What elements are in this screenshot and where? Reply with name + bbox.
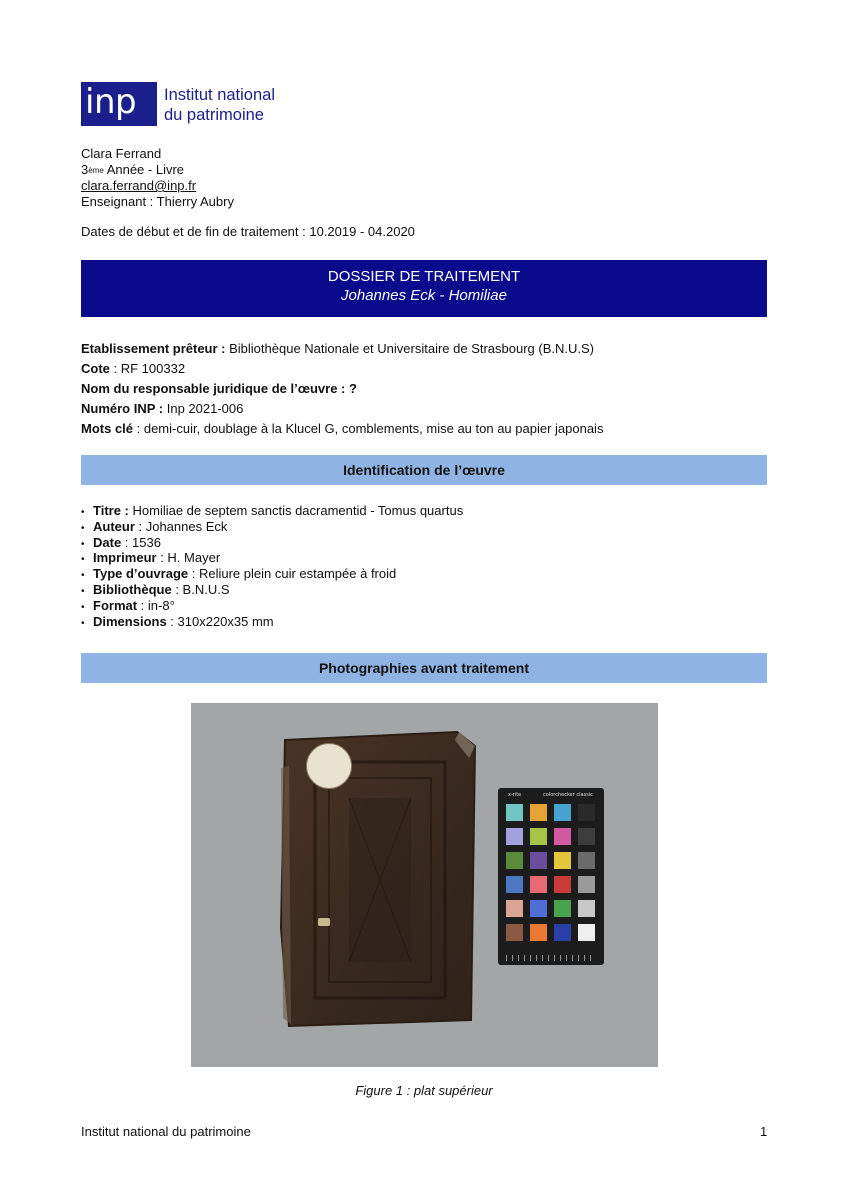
color-swatch xyxy=(530,876,547,893)
color-swatch xyxy=(530,900,547,917)
book-photograph xyxy=(191,703,658,1067)
color-swatch xyxy=(554,828,571,845)
color-swatch xyxy=(530,804,547,821)
document-title: DOSSIER DE TRAITEMENT xyxy=(327,268,521,285)
footer-institution: Institut national du patrimoine xyxy=(81,1124,251,1139)
item-label: Type d’ouvrage xyxy=(93,566,189,582)
item-label: Titre : xyxy=(93,503,129,518)
list-item xyxy=(81,582,463,598)
meta-label: Cote xyxy=(81,361,110,376)
color-swatch xyxy=(554,876,571,893)
list-item xyxy=(81,550,463,566)
color-swatch xyxy=(506,852,523,869)
item-label: Date xyxy=(93,534,122,550)
color-swatch xyxy=(530,924,547,941)
section-photos: Photographies avant traitement xyxy=(81,653,767,683)
item-label: Bibliothèque xyxy=(93,581,172,597)
card-brand-2: colorchecker classic xyxy=(543,792,593,798)
logo-name xyxy=(164,85,275,125)
color-swatch xyxy=(530,828,547,845)
color-swatch xyxy=(554,900,571,917)
color-swatch xyxy=(506,828,523,845)
bullet: • xyxy=(81,538,85,550)
color-swatch xyxy=(578,900,595,917)
list-item xyxy=(81,535,463,551)
meta-value: Bibliothèque Nationale et Universitaire de Strasbourg (B.N.U.S) xyxy=(225,341,595,356)
color-swatch xyxy=(578,876,595,893)
meta-keywords xyxy=(81,419,603,439)
item-label: Auteur xyxy=(93,518,135,534)
color-checker-card xyxy=(498,788,604,965)
item-value: : Johannes Eck xyxy=(134,518,228,534)
year-number: 3 xyxy=(81,162,89,177)
color-swatch xyxy=(578,924,595,941)
page-number: 1 xyxy=(760,1124,768,1139)
meta-value: : demi-cuir, doublage à la Klucel G, comblements, mise au ton au papier japonais xyxy=(133,421,604,436)
meta-lender xyxy=(81,339,603,359)
list-item xyxy=(81,614,463,630)
color-swatch xyxy=(578,828,595,845)
card-scale xyxy=(506,955,596,961)
item-value: : B.N.U.S xyxy=(171,581,230,597)
meta-label: Nom du responsable juridique de l’œuvre : ? xyxy=(81,381,357,396)
color-swatch xyxy=(578,852,595,869)
item-value: : Reliure plein cuir estampée à froid xyxy=(188,566,397,582)
color-swatch xyxy=(506,804,523,821)
author-email-link[interactable]: clara.ferrand@inp.fr xyxy=(81,178,197,193)
author-block xyxy=(81,146,234,210)
color-swatch xyxy=(554,852,571,869)
year-text: Année - Livre xyxy=(103,162,185,177)
color-swatch xyxy=(506,924,523,941)
treatment-dates: Dates de début et de fin de traitement : 10.2019 - 04.2020 xyxy=(81,224,415,239)
color-swatch xyxy=(506,876,523,893)
logo-name-line1: Institut national xyxy=(164,86,275,104)
item-value: : 310x220x35 mm xyxy=(166,613,274,629)
bullet: • xyxy=(81,601,85,613)
library-label-sticker xyxy=(306,743,352,789)
logo-mark xyxy=(81,82,157,126)
meta-inp-number xyxy=(81,399,603,419)
card-brand: x-rite xyxy=(508,792,522,798)
inp-logo xyxy=(81,82,291,128)
color-swatch xyxy=(554,804,571,821)
title-banner xyxy=(81,260,767,317)
author-year xyxy=(81,162,234,178)
color-swatch xyxy=(578,804,595,821)
list-item xyxy=(81,566,463,582)
bullet: • xyxy=(81,522,85,534)
author-email-line xyxy=(81,178,234,194)
item-value: Homiliae de septem sanctis dacramentid - Tomus quartus xyxy=(128,503,464,518)
section-identification: Identification de l’œuvre xyxy=(81,455,767,485)
meta-label: Numéro INP : xyxy=(81,401,164,416)
logo-mark-text: inp xyxy=(85,82,137,122)
item-value: : in-8° xyxy=(137,597,175,613)
document-subtitle: Johannes Eck - Homiliae xyxy=(341,287,507,304)
color-swatch xyxy=(506,900,523,917)
teacher: Enseignant : Thierry Aubry xyxy=(81,194,234,209)
bullet: • xyxy=(81,554,85,566)
item-label: Format xyxy=(93,597,138,613)
clasp-fragment xyxy=(318,918,330,926)
bullet: • xyxy=(81,617,85,629)
list-item xyxy=(81,519,463,535)
item-label: Dimensions xyxy=(93,613,167,629)
item-value: : 1536 xyxy=(121,534,161,550)
meta-label: Mots clé xyxy=(81,421,134,436)
author-name: Clara Ferrand xyxy=(81,146,162,161)
bullet: • xyxy=(81,507,85,518)
identification-list xyxy=(81,503,463,629)
color-swatch xyxy=(530,852,547,869)
meta-label: Etablissement prêteur : xyxy=(81,341,226,356)
list-item xyxy=(81,598,463,614)
item-value: : H. Mayer xyxy=(156,550,221,566)
bullet: • xyxy=(81,570,85,582)
bullet: • xyxy=(81,585,85,597)
figure-caption: Figure 1 : plat supérieur xyxy=(355,1083,493,1098)
list-item xyxy=(81,503,463,519)
meta-legal-owner xyxy=(81,379,603,399)
color-swatches xyxy=(506,804,598,949)
meta-value: Inp 2021-006 xyxy=(163,401,244,416)
meta-value: : RF 100332 xyxy=(109,361,186,376)
color-swatch xyxy=(554,924,571,941)
meta-block xyxy=(81,339,603,439)
meta-cote xyxy=(81,359,603,379)
item-label: Imprimeur xyxy=(93,550,157,566)
logo-name-line2: du patrimoine xyxy=(164,106,264,124)
year-superscript: ème xyxy=(88,166,104,175)
